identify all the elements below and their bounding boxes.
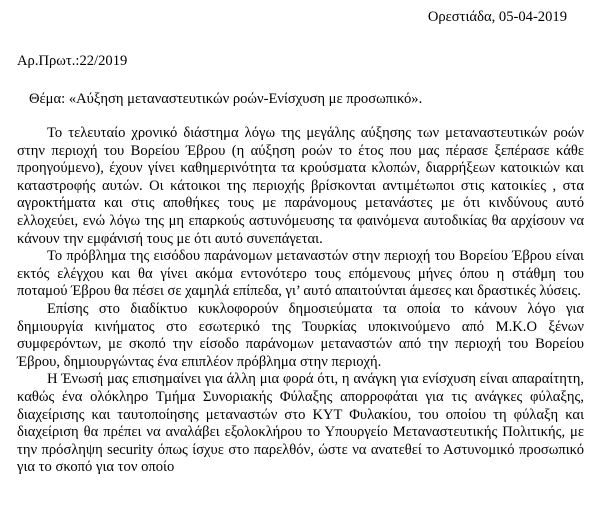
subject-line: Θέμα: «Αύξηση μεταναστευτικών ροών-Ενίσχυση με προσωπικό». — [29, 91, 423, 107]
letter-body — [17, 125, 584, 477]
paragraph: Το τελευταίο χρονικό διάστημα λόγω της μεγάλης αύξησης των μεταναστευτικών ροών στην περιοχή του Βορείου Έβρου (η αύξηση ροών το έτος που μας πέρασε ξεπέρασε κάθε προηγούμενο), έχουν γίνει καθημερινότητα τα κρούσματα κλοπών, διαρρήξεων κατοικιών και καταστροφής αυτών. Οι κάτοικοι της περιοχής βρίσκονται αντιμέτωποι στις κατοικίες , στα αγροκτήματα και στις αποθήκες τους με παράνομους μετανάστες με ότι κινδύνους αυτό ελλοχεύει, ενώ λόγω της μη επαρκούς αστυνόμευσης τα φαινόμενα αυτοδικίας θα αρχίσουν να κάνουν την εμφάνισή τους με ότι αυτό συνεπάγεται. — [17, 125, 584, 247]
paragraph: Επίσης στο διαδίκτυο κυκλοφορούν δημοσιεύματα τα οποία το κάνουν λόγο για δημιουργία κινήματος στο εσωτερικό της Τουρκίας υποκινούμενο από Μ.Κ.Ο ξένων συμφερόντων, με σκοπό την είσοδο παράνομων μεταναστών από την περιοχή του Βορείου Έβρου, δημιουργώντας ένα επιπλέον πρόβλημα στην περιοχή. — [17, 300, 584, 370]
paragraph: Το πρόβλημα της εισόδου παράνομων μεταναστών στην περιοχή του Βορείου Έβρου είναι εκτός ελέγχου και θα γίνει ακόμα εντονότερο τους επόμενους μήνες όπου η στάθμη του ποταμού Έβρου θα πέσει σε χαμηλά επίπεδα, γι’ αυτό απαιτούνται άμεσες και δραστικές λύσεις. — [17, 248, 584, 300]
paragraph: Η Ένωσή μας επισημαίνει για άλλη μια φορά ότι, η ανάγκη για ενίσχυση είναι απαραίτητη, καθώς ένα ολόκληρο Τμήμα Συνοριακής Φύλαξης απορροφάται για τις ανάγκες φύλαξης, διαχείρισης και ταυτοποίησης μεταναστών στο ΚΥΤ Φυλακίου, του οποίου τη φύλαξη και διαχείριση θα πρέπει να αναλάβει εξολοκλήρου το Υπουργείο Μεταναστευτικής Πολιτικής, με την πρόσληψη security όπως ίσχυε στο παρελθόν, ώστε να ανατεθεί το Αστυνομικό προσωπικό για το σκοπό για τον οποίο — [17, 371, 584, 476]
protocol-number: Αρ.Πρωτ.:22/2019 — [17, 53, 128, 69]
place-date: Ορεστιάδα, 05-04-2019 — [427, 9, 567, 25]
